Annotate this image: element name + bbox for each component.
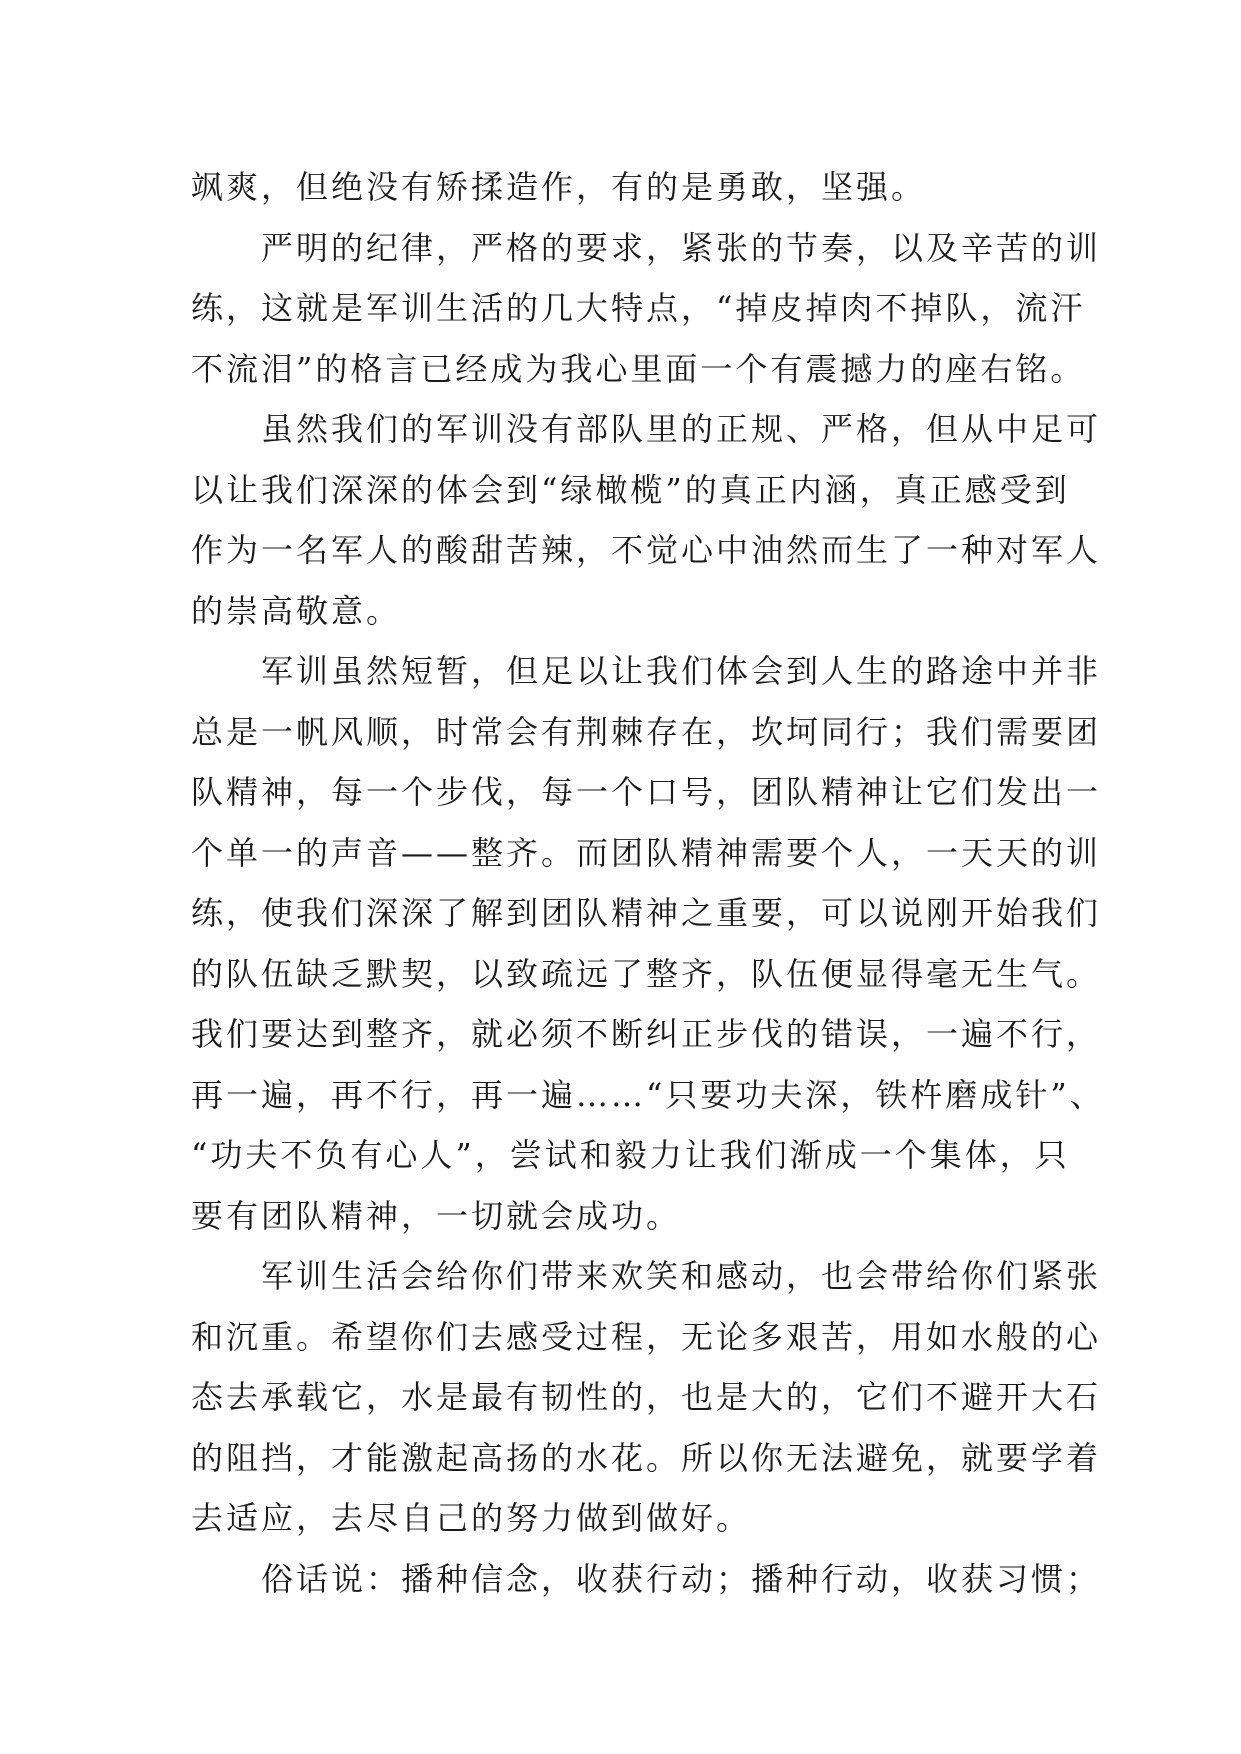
text-line: 的队伍缺乏默契，以致疏远了整齐，队伍便显得毫无生气。 xyxy=(191,954,1102,993)
text-line: 俗话说：播种信念，收获行动；播种行动，收获习惯； xyxy=(191,1559,1102,1598)
text-line: 总是一帆风顺，时常会有荆棘存在，坎坷同行；我们需要团 xyxy=(191,712,1102,751)
text-line: 再一遍，再不行，再一遍……“只要功夫深，铁杵磨成针”、 xyxy=(191,1075,1105,1114)
text-line: 去适应，去尽自己的努力做到做好。 xyxy=(191,1499,752,1537)
text-line: 个单一的声音——整齐。而团队精神需要个人，一天天的训 xyxy=(191,833,1102,872)
text-line: 练，这就是军训生活的几大特点，“掉皮掉肉不掉队，流汗 xyxy=(191,289,1086,327)
text-line: 军训虽然短暂，但足以让我们体会到人生的路途中并非 xyxy=(191,652,1102,690)
body-text xyxy=(191,157,1105,1609)
text-line: 军训生活会给你们带来欢笑和感动，也会带给你们紧张 xyxy=(191,1257,1102,1295)
text-line: 我们要达到整齐，就必须不断纠正步伐的错误，一遍不行， xyxy=(191,1015,1102,1053)
text-line: 严明的纪律，严格的要求，紧张的节奏，以及辛苦的训 xyxy=(191,228,1102,267)
text-line: 练，使我们深深了解到团队精神之重要，可以说刚开始我们 xyxy=(191,894,1102,932)
text-line: 和沉重。希望你们去感受过程，无论多艰苦，用如水般的心 xyxy=(191,1317,1102,1356)
text-line: 虽然我们的军训没有部队里的正规、严格，但从中足可 xyxy=(191,410,1102,448)
text-line: “功夫不负有心人”，尝试和毅力让我们渐成一个集体，只 xyxy=(191,1136,1070,1174)
text-line: 飒爽，但绝没有矫揉造作，有的是勇敢，坚强。 xyxy=(191,168,927,206)
text-line: 态去承载它，水是最有韧性的，也是大的，它们不避开大石 xyxy=(191,1378,1102,1416)
text-line: 队精神，每一个步伐，每一个口号，团队精神让它们发出一 xyxy=(191,773,1102,811)
text-line: 的崇高敬意。 xyxy=(191,591,402,630)
text-line: 要有团队精神，一切就会成功。 xyxy=(191,1196,682,1235)
text-line: 以让我们深深的体会到“绿橄榄”的真正内涵，真正感受到 xyxy=(191,470,1070,509)
text-line: 的阻挡，才能激起高扬的水花。所以你无法避免，就要学着 xyxy=(191,1438,1102,1477)
text-line: 不流泪”的格言已经成为我心里面一个有震撼力的座右铭。 xyxy=(191,349,1086,388)
text-line: 作为一名军人的酸甜苦辣，不觉心中油然而生了一种对军人 xyxy=(191,531,1102,569)
